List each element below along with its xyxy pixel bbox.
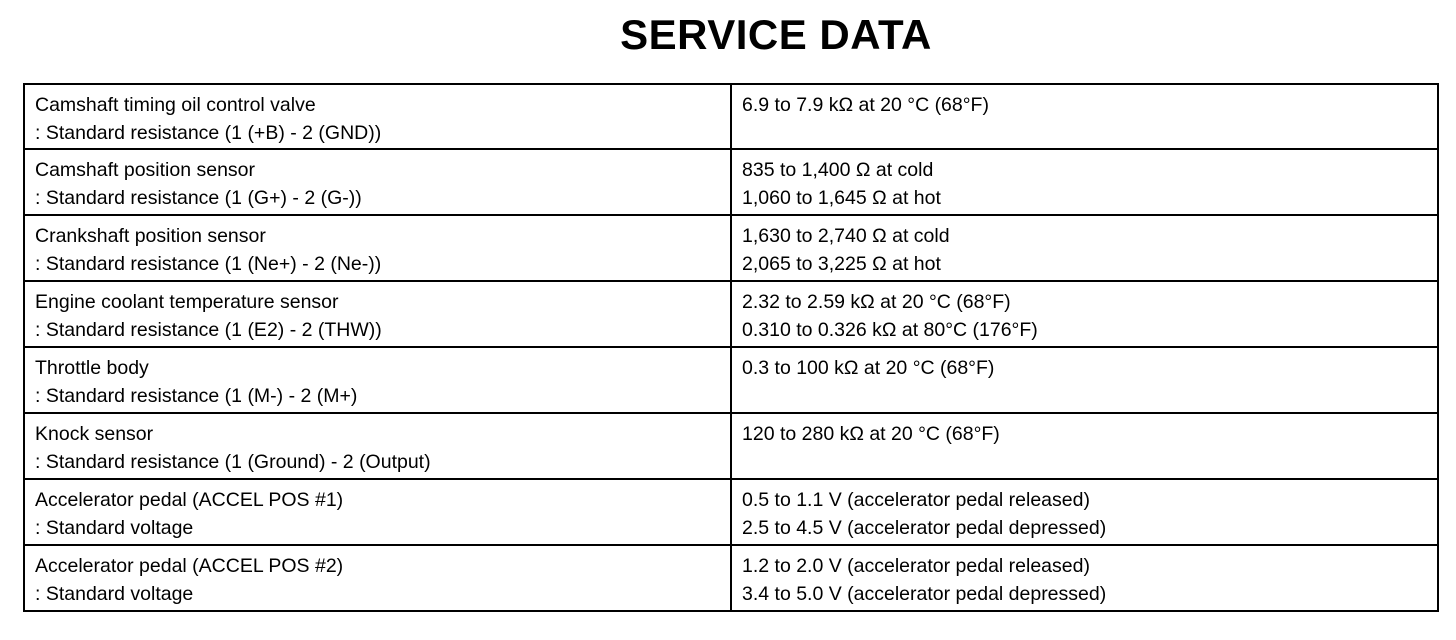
item-condition: : Standard resistance (1 (M-) - 2 (M+) xyxy=(35,385,358,407)
item-condition: : Standard resistance (1 (G+) - 2 (G-)) xyxy=(35,187,362,209)
spec-cell xyxy=(731,545,1438,611)
item-cell xyxy=(24,281,731,347)
item-cell xyxy=(24,149,731,215)
item-name: Camshaft position sensor xyxy=(35,159,256,181)
spec-cell xyxy=(731,479,1438,545)
spec-value-secondary: 0.310 to 0.326 kΩ at 80°C (176°F) xyxy=(742,319,1038,341)
spec-cell xyxy=(731,215,1438,281)
item-name: Engine coolant temperature sensor xyxy=(35,291,339,313)
item-cell xyxy=(24,215,731,281)
spec-value: 120 to 280 kΩ at 20 °C (68°F) xyxy=(742,423,1000,445)
service-data-table xyxy=(23,83,1439,612)
spec-cell xyxy=(731,347,1438,413)
item-name: Accelerator pedal (ACCEL POS #2) xyxy=(35,555,344,577)
table-row xyxy=(24,347,1438,413)
spec-cell xyxy=(731,84,1438,149)
spec-value: 1,630 to 2,740 Ω at cold xyxy=(742,225,950,247)
item-condition: : Standard voltage xyxy=(35,583,194,605)
item-name: Throttle body xyxy=(35,357,149,379)
item-condition: : Standard resistance (1 (+B) - 2 (GND)) xyxy=(35,122,382,144)
item-name: Knock sensor xyxy=(35,423,154,445)
table-row xyxy=(24,413,1438,479)
item-name: Camshaft timing oil control valve xyxy=(35,94,316,116)
item-condition: : Standard resistance (1 (E2) - 2 (THW)) xyxy=(35,319,382,341)
spec-value: 2.32 to 2.59 kΩ at 20 °C (68°F) xyxy=(742,291,1011,313)
table-row xyxy=(24,479,1438,545)
table-row xyxy=(24,545,1438,611)
spec-cell xyxy=(731,281,1438,347)
item-cell xyxy=(24,545,731,611)
table-row xyxy=(24,281,1438,347)
spec-value-secondary: 2,065 to 3,225 Ω at hot xyxy=(742,253,941,275)
table-row xyxy=(24,84,1438,149)
spec-value: 0.5 to 1.1 V (accelerator pedal released) xyxy=(742,489,1090,511)
spec-value: 6.9 to 7.9 kΩ at 20 °C (68°F) xyxy=(742,94,989,116)
spec-value: 835 to 1,400 Ω at cold xyxy=(742,159,934,181)
table-row xyxy=(24,149,1438,215)
item-name: Accelerator pedal (ACCEL POS #1) xyxy=(35,489,344,511)
item-condition: : Standard resistance (1 (Ground) - 2 (Output) xyxy=(35,451,431,473)
spec-value: 0.3 to 100 kΩ at 20 °C (68°F) xyxy=(742,357,995,379)
spec-value: 1.2 to 2.0 V (accelerator pedal released) xyxy=(742,555,1090,577)
item-cell xyxy=(24,84,731,149)
spec-value-secondary: 1,060 to 1,645 Ω at hot xyxy=(742,187,941,209)
item-name: Crankshaft position sensor xyxy=(35,225,266,247)
spec-cell xyxy=(731,413,1438,479)
item-condition: : Standard resistance (1 (Ne+) - 2 (Ne-)) xyxy=(35,253,382,275)
item-cell xyxy=(24,347,731,413)
spec-cell xyxy=(731,149,1438,215)
page-title: SERVICE DATA xyxy=(620,11,932,58)
table-row xyxy=(24,215,1438,281)
spec-value-secondary: 2.5 to 4.5 V (accelerator pedal depressed) xyxy=(742,517,1107,539)
item-cell xyxy=(24,479,731,545)
item-cell xyxy=(24,413,731,479)
spec-value-secondary: 3.4 to 5.0 V (accelerator pedal depressed) xyxy=(742,583,1107,605)
item-condition: : Standard voltage xyxy=(35,517,194,539)
